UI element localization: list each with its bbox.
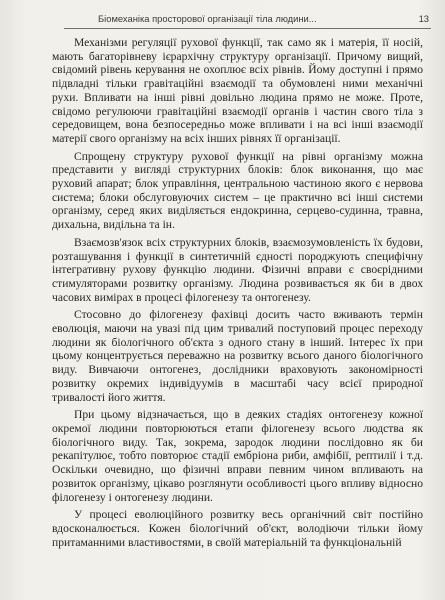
paragraph: Спрощену структуру рухової функції на рівні організму можна представити у вигляді структурних блоків: блок виконання, що має руховий апарат; блок управління, центральною частиною якого є нервова система; блоки обслуговуючих систем – це практично всі інші системи організму, серед яких виділяється ендокринна, серцево-судинна, травна, дихальна, видільна та ін.	[52, 149, 423, 232]
paragraph: Механізми регуляції рухової функції, так само як і матерія, її носій, мають багаторівневу ієрархічну структуру організації. Причому вищий, свідомий рівень керування не охоплює всіх рівнів. Йому доступні і прямо підвладні тільки гравітаційні взаємодії та обумовлені ними механічні рухи. Впливати на інші рівні довільно людина прямо не може. Проте, свідомо регулюючи гравітаційні взаємодії органів і частин свого тіла з середовищем, вона безпосередньо може впливати і на всі інші взаємодії матерії свого організму на всіх інших рівнях її організації.	[52, 36, 423, 145]
paragraph: Стосовно до філогенезу фахівці досить часто вживають термін еволюція, маючи на увазі під цим тривалий поступовий процес переходу людини як біологічного об'єкта з одного стану в інший. Інтерес їх при цьому концентрується переважно на розвитку всього даного біологічного виду. Вивчаючи онтогенез, дослідники враховують закономірності розвитку окремих індивідуумів в масштабі часу всієї природної тривалості його життя.	[52, 308, 423, 404]
running-header	[64, 12, 431, 29]
running-title: Біомеханіка просторової організації тіла людини...	[98, 13, 317, 24]
page-number: 13	[418, 13, 429, 24]
paragraph: При цьому відзначається, що в деяких стадіях онтогенезу кожної окремої людини повторюються етапи філогенезу всього людства як біологічного виду. Так, зокрема, зародок людини послідовно як би рекапітулює, тобто повторює стадії ембріона риби, амфібії, рептилії і т.д. Оскільки очевидно, що фізичні вправи певним чином впливають на розвиток організму, цікаво розглянути особливості цього впливу відносно філогенезу і онтогенезу людини.	[52, 408, 423, 504]
body-text	[52, 36, 423, 553]
paragraph: У процесі еволюційного розвитку весь органічний світ постійно вдосконалюється. Кожен біологічний об'єкт, володіючи тільки йому притаманними властивостями, в своїй матеріальній та функціональній	[52, 508, 423, 549]
paragraph: Взаємозв'язок всіх структурних блоків, взаємозумовленість їх будови, розташування і функції в синтетичній єдності породжують специфічну інтегративну рухову функцію людини. Фізичні вправи є своєрідними стимуляторами розвитку організму. Людина розвивається як би в двох часових вимірах в процесі філогенезу та онтогенезу.	[52, 235, 423, 304]
